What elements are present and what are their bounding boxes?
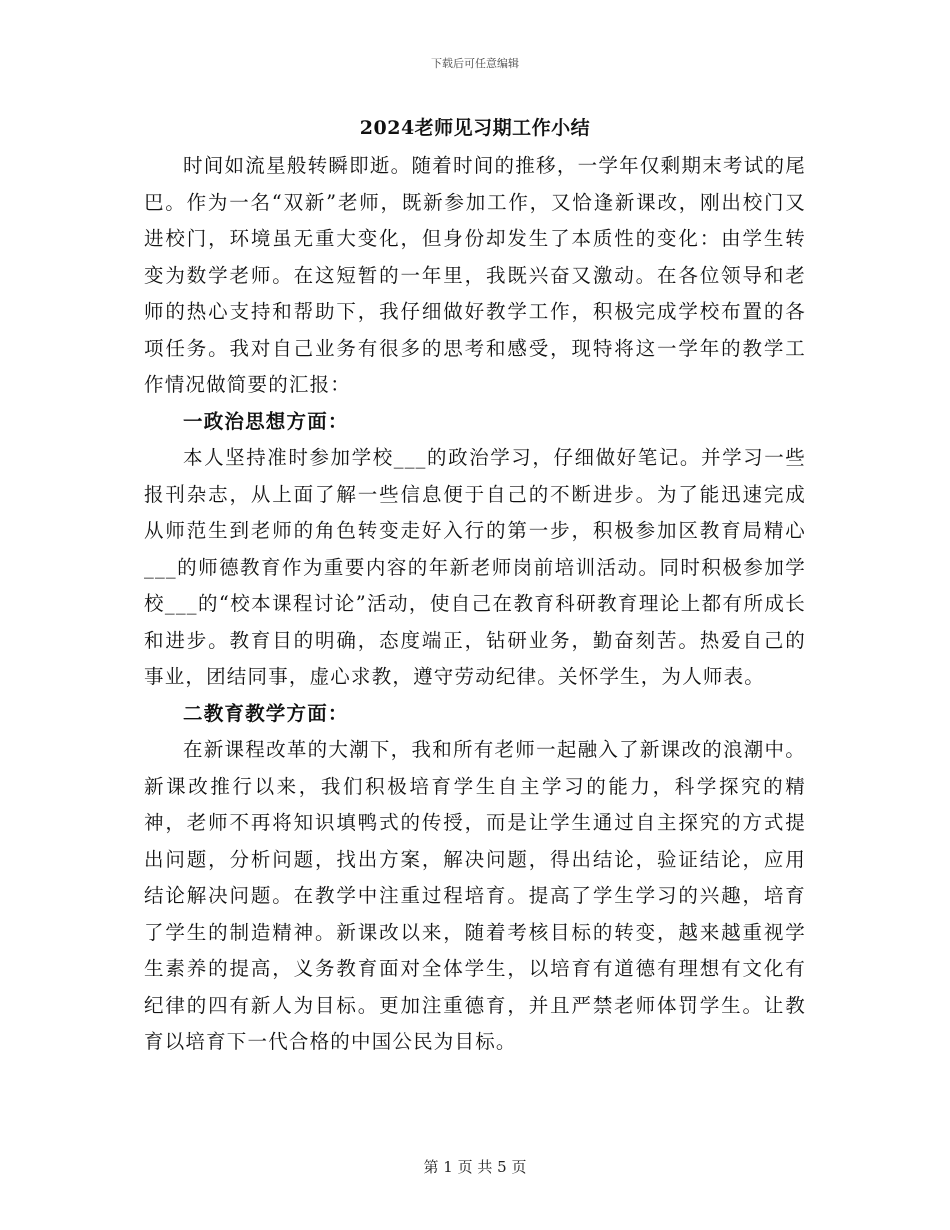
section-heading-political: 一政治思想方面： bbox=[183, 409, 349, 433]
document-body bbox=[144, 148, 806, 1061]
document-title: 2024老师见习期工作小结 bbox=[359, 117, 591, 139]
intro-paragraph: 时间如流星般转瞬即逝。随着时间的推移，一学年仅剩期末考试的尾巴。作为一名“双新”老师，既新参加工作，又恰逢新课改，刚出校门又进校门，环境虽无重大变化，但身份却发生了本质性的变化：由学生转变为数学老师。在这短暂的一年里，我既兴奋又激动。在各位领导和老师的热心支持和帮助下，我仔细做好教学工作，积极完成学校布置的各项任务。我对自己业务有很多的思考和感受，现特将这一学年的教学工作情况做简要的汇报： bbox=[144, 154, 806, 396]
section-body-teaching: 在新课程改革的大潮下，我和所有老师一起融入了新课改的浪潮中。新课改推行以来，我们积极培育学生自主学习的能力，科学探究的精神，老师不再将知识填鸭式的传授，而是让学生通过自主探究的方式提出问题，分析问题，找出方案，解决问题，得出结论，验证结论，应用结论解决问题。在教学中注重过程培育。提高了学生学习的兴趣，培育了学生的制造精神。新课改以来，随着考核目标的转变，越来越重视学生素养的提高，义务教育面对全体学生，以培育有道德有理想有文化有纪律的四有新人为目标。更加注重德育，并且严禁老师体罚学生。让教育以培育下一代合格的中国公民为目标。 bbox=[144, 738, 806, 1053]
section-heading-teaching: 二教育教学方面： bbox=[183, 701, 349, 725]
download-note: 下载后可任意编辑 bbox=[431, 57, 519, 70]
section-body-political: 本人坚持准时参加学校___的政治学习，仔细做好笔记。并学习一些报刊杂志，从上面了解一些信息便于自己的不断进步。为了能迅速完成从师范生到老师的角色转变走好入行的第一步，积极参加区教育局精心___的师德教育作为重要内容的年新老师岗前培训活动。同时积极参加学校___的“校本课程讨论”活动，使自己在教育科研教育理论上都有所成长和进步。教育目的明确，态度端正，钻研业务，勤奋刻苦。热爱自己的事业，团结同事，虚心求教，遵守劳动纪律。关怀学生，为人师表。 bbox=[144, 446, 806, 688]
page-number: 第 1 页 共 5 页 bbox=[423, 1158, 527, 1176]
